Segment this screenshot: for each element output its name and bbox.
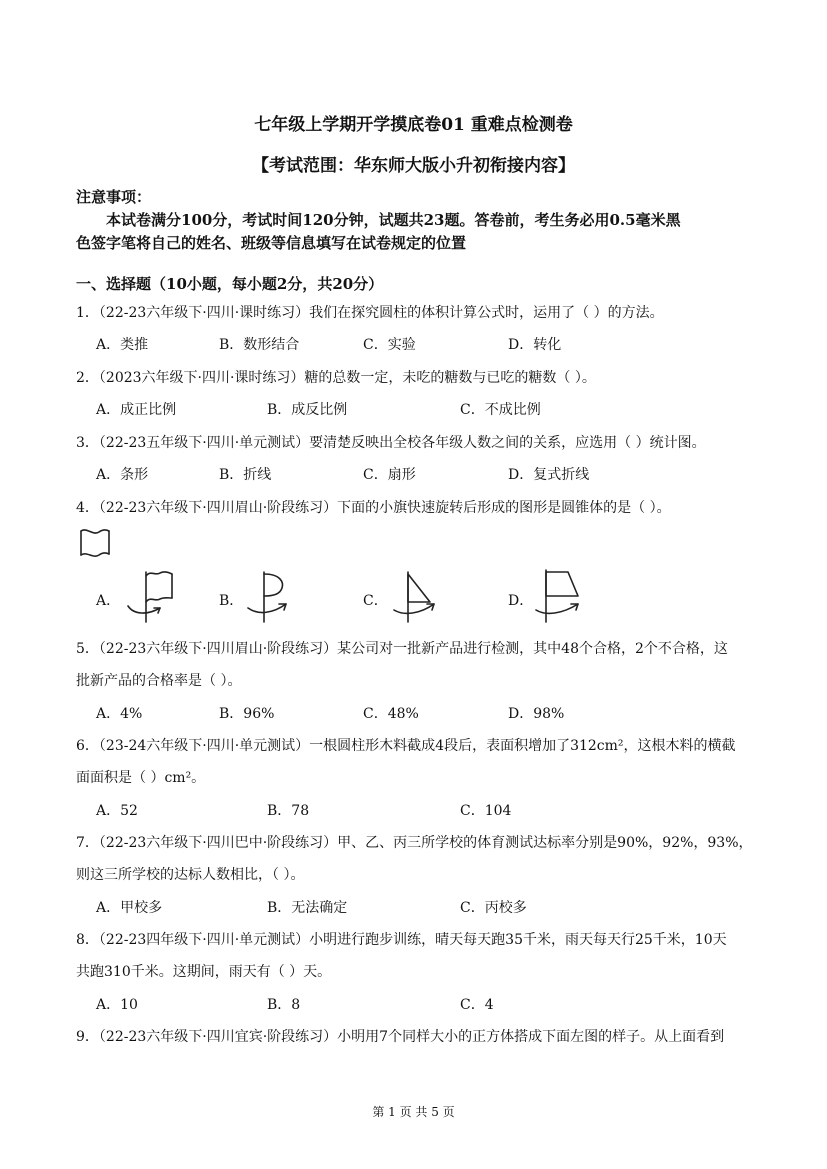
question-7-line-2: 则这三所学校的达标人数相比，（ ）。: [76, 867, 305, 883]
q5-option-a: A．4%: [96, 706, 143, 722]
q2-option-c: C．不成比例: [460, 402, 541, 418]
question-3: 3．（22-23五年级下·四川·单元测试）要清楚反映出全校各年级人数之间的关系，应选用（ ）统计图。: [76, 435, 706, 451]
question-7-line-1: 7．（22-23六年级下·四川巴中·阶段练习）甲、乙、丙三所学校的体育测试达标率分别是90%，92%，93%，: [76, 835, 753, 851]
q4-option-b: B．: [219, 593, 244, 609]
q3-option-c: C．扇形: [363, 467, 416, 483]
q6-option-b: B．78: [267, 803, 310, 819]
q5-option-b: B．96%: [219, 706, 275, 722]
question-5-line-1: 5．（22-23六年级下·四川眉山·阶段练习）某公司对一批新产品进行检测，其中48个合格，2个不合格，这: [76, 641, 728, 657]
q3-option-d: D．复式折线: [508, 467, 590, 483]
question-4: 4．（22-23六年级下·四川眉山·阶段练习）下面的小旗快速旋转后形成的图形是圆锥体的是（ ）。: [76, 500, 671, 516]
q3-option-a: A．条形: [96, 467, 149, 483]
q1-option-a: A．类推: [96, 337, 149, 353]
q6-option-c: C．104: [460, 803, 512, 819]
flag-rotation-d-icon: [532, 566, 594, 624]
q4-option-c: C．: [363, 593, 388, 609]
notice-line-2: 色签字笔将自己的姓名、班级等信息填写在试卷规定的位置: [76, 234, 467, 252]
question-8-line-1: 8．（22-23四年级下·四川·单元测试）小明进行跑步训练，晴天每天跑35千米，雨天每天行25千米，10天: [76, 932, 727, 948]
q1-option-d: D．转化: [508, 337, 562, 353]
q8-option-b: B．8: [267, 997, 301, 1013]
q1-option-c: C．实验: [363, 337, 416, 353]
flag-rotation-a-icon: [118, 568, 178, 624]
flag-icon: [79, 528, 113, 558]
question-6-line-1: 6．（23-24六年级下·四川·单元测试）一根圆柱形木料截成4段后，表面积增加了312cm²，这根木料的横截: [76, 738, 736, 754]
notice-line-1: 本试卷满分100分，考试时间120分钟，试题共23题。答卷前，考生务必用0.5毫米黑: [106, 211, 681, 229]
question-1: 1．（22-23六年级下·四川·课时练习）我们在探究圆柱的体积计算公式时，运用了（ ）的方法。: [76, 305, 664, 321]
question-6-line-2: 面面积是（ ）cm²。: [76, 770, 206, 786]
q7-option-c: C．丙校多: [460, 900, 527, 916]
question-8-line-2: 共跑310千米。这期间，雨天有（ ）天。: [76, 964, 332, 980]
flag-rotation-b-icon: [244, 568, 304, 624]
q4-option-d: D．: [508, 593, 534, 609]
q2-option-a: A．成正比例: [96, 402, 177, 418]
q2-option-b: B．成反比例: [267, 402, 348, 418]
q6-option-a: A．52: [96, 803, 138, 819]
q1-option-b: B．数形结合: [219, 337, 300, 353]
question-5-line-2: 批新产品的合格率是（ ）。: [76, 673, 242, 689]
q4-option-a: A．: [96, 593, 121, 609]
q7-option-b: B．无法确定: [267, 900, 348, 916]
q5-option-d: D．98%: [508, 706, 565, 722]
q3-option-b: B．折线: [219, 467, 272, 483]
question-2: 2．（2023六年级下·四川·课时练习）糖的总数一定，未吃的糖数与已吃的糖数（ ）。: [76, 370, 596, 386]
notice-heading: 注意事项：: [76, 188, 152, 206]
flag-rotation-c-icon: [390, 568, 450, 624]
q7-option-a: A．甲校多: [96, 900, 163, 916]
question-9-line-1: 9．（22-23六年级下·四川宜宾·阶段练习）小明用7个同样大小的正方体搭成下面左图的样子。从上面看到: [76, 1029, 725, 1045]
exam-scope: 【考试范围：华东师大版小升初衔接内容】: [252, 156, 575, 176]
q8-option-c: C．4: [460, 997, 494, 1013]
section-heading: 一、选择题（10小题，每小题2分，共20分）: [76, 275, 384, 293]
page-footer: 第 1 页 共 5 页: [372, 1105, 455, 1119]
q8-option-a: A．10: [96, 997, 138, 1013]
page-title: 七年级上学期开学摸底卷01 重难点检测卷: [254, 115, 573, 135]
q5-option-c: C．48%: [363, 706, 419, 722]
